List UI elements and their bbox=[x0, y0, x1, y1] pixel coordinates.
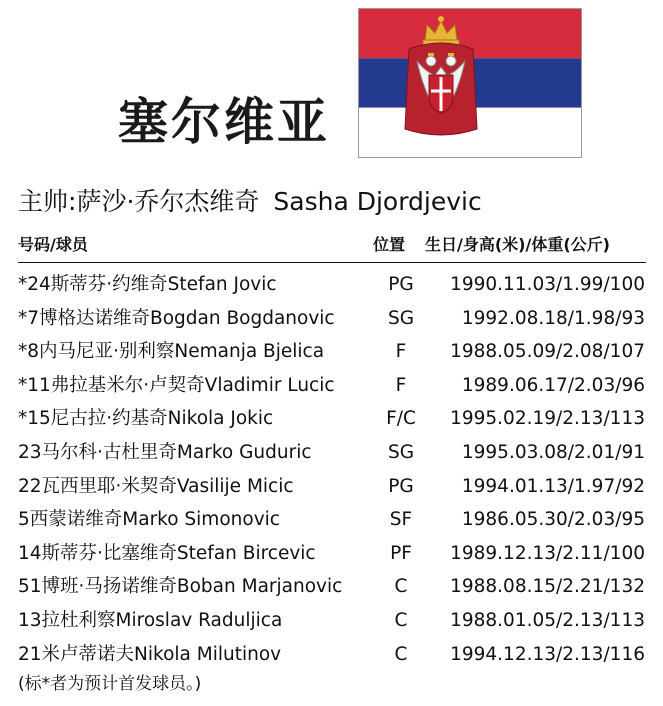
player-bio: 1989.12.13/2.11/100 bbox=[450, 542, 645, 564]
player-row bbox=[0, 302, 663, 336]
player-position: SG bbox=[387, 441, 415, 463]
player-position: F bbox=[395, 374, 407, 396]
player-row bbox=[0, 470, 663, 504]
serbia-flag-image bbox=[358, 8, 582, 158]
header-divider bbox=[18, 262, 646, 263]
player-position: C bbox=[394, 576, 408, 598]
player-name: *8内马尼亚·别利察Nemanja Bjelica bbox=[18, 341, 325, 363]
player-bio: 1994.12.13/2.13/116 bbox=[450, 643, 645, 665]
player-position: PG bbox=[388, 475, 414, 497]
player-name: 22瓦西里耶·米契奇Vasilije Micic bbox=[18, 475, 294, 497]
player-name: *15尼古拉·约基奇Nikola Jokic bbox=[18, 408, 274, 430]
player-row bbox=[0, 570, 663, 604]
header-birth-height-weight: 生日/身高(米)/体重(公斤) bbox=[425, 235, 610, 254]
player-name: 23马尔科·古杜里奇Marko Guduric bbox=[18, 441, 312, 463]
coach-label: 主帅: bbox=[18, 187, 77, 216]
player-row bbox=[0, 369, 663, 403]
player-name: 5西蒙诺维奇Marko Simonovic bbox=[18, 509, 280, 531]
player-row bbox=[0, 436, 663, 470]
player-bio: 1989.06.17/2.03/96 bbox=[461, 374, 645, 396]
player-name: *7博格达诺维奇Bogdan Bogdanovic bbox=[18, 307, 335, 329]
coach-line bbox=[18, 186, 482, 218]
player-position: F/C bbox=[386, 408, 416, 430]
player-bio: 1995.02.19/2.13/113 bbox=[450, 408, 645, 430]
player-row bbox=[0, 537, 663, 571]
player-name: 51博班·马扬诺维奇Boban Marjanovic bbox=[18, 576, 343, 598]
player-name: 13拉杜利察Miroslav Raduljica bbox=[18, 609, 283, 631]
player-bio: 1988.01.05/2.13/113 bbox=[450, 609, 645, 631]
player-bio: 1988.08.15/2.21/132 bbox=[450, 576, 645, 598]
player-name: *24斯蒂芬·约维奇Stefan Jovic bbox=[18, 274, 277, 295]
player-position: PG bbox=[388, 274, 414, 295]
player-bio: 1988.05.09/2.08/107 bbox=[450, 341, 645, 363]
player-row bbox=[0, 335, 663, 369]
player-position: F bbox=[395, 341, 407, 363]
player-bio: 1994.01.13/1.97/92 bbox=[461, 475, 645, 497]
player-name: 21米卢蒂诺夫Nikola Milutinov bbox=[18, 643, 282, 665]
player-row bbox=[0, 503, 663, 537]
player-row bbox=[0, 638, 663, 672]
header-number-player: 号码/球员 bbox=[18, 235, 88, 254]
coach-name-cn: 萨沙·乔尔杰维奇 bbox=[76, 187, 260, 216]
player-bio: 1990.11.03/1.99/100 bbox=[450, 274, 645, 295]
player-position: C bbox=[394, 609, 408, 631]
player-position: C bbox=[394, 643, 408, 665]
coach-name-en: Sasha Djordjevic bbox=[273, 187, 482, 216]
player-row bbox=[0, 268, 663, 302]
player-bio: 1992.08.18/1.98/93 bbox=[461, 307, 645, 329]
player-position: SG bbox=[387, 307, 415, 329]
player-bio: 1995.03.08/2.01/91 bbox=[461, 441, 645, 463]
team-title: 塞尔维亚 bbox=[118, 92, 330, 151]
starter-footnote: (标*者为预计首发球员。) bbox=[18, 674, 202, 694]
player-name: 14斯蒂芬·比塞维奇Stefan Bircevic bbox=[18, 542, 316, 564]
player-bio: 1986.05.30/2.03/95 bbox=[461, 509, 645, 531]
player-list bbox=[0, 268, 663, 671]
player-position: SF bbox=[389, 509, 413, 531]
header-position: 位置 bbox=[373, 235, 406, 254]
player-row bbox=[0, 604, 663, 638]
player-row bbox=[0, 402, 663, 436]
player-position: PF bbox=[390, 542, 412, 564]
player-name: *11弗拉基米尔·卢契奇Vladimir Lucic bbox=[18, 374, 335, 396]
